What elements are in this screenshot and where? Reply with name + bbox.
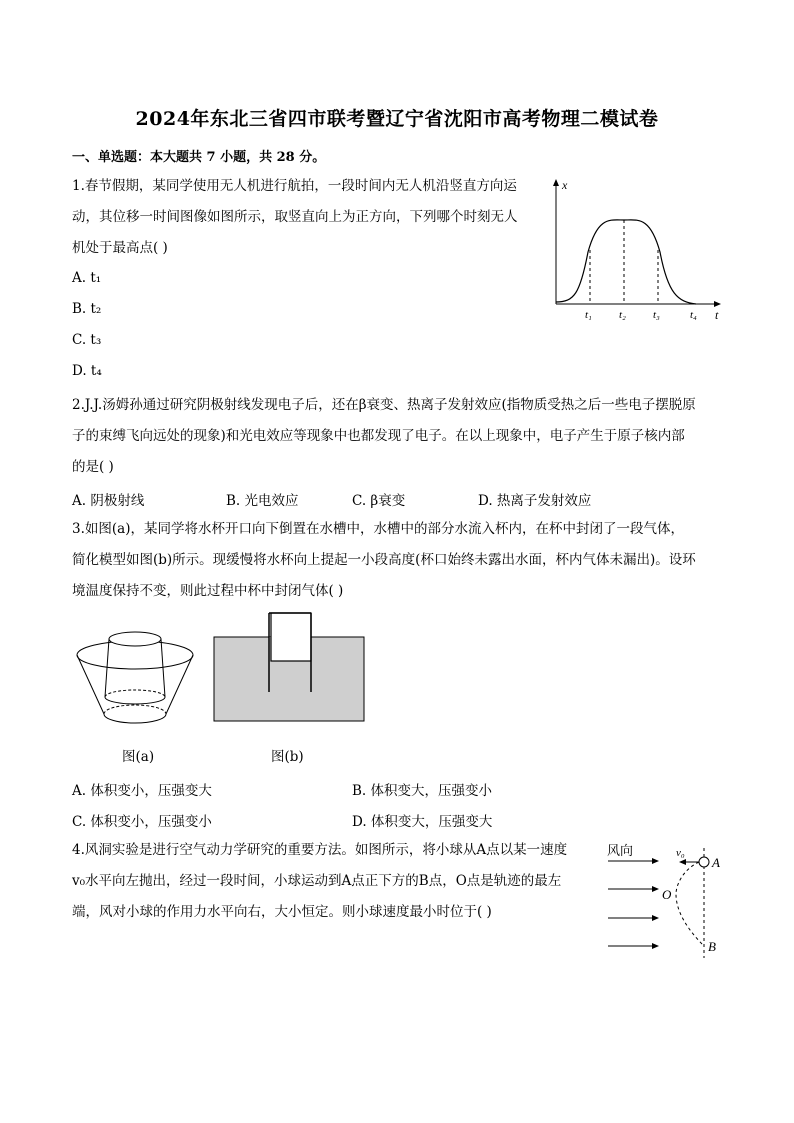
q1-option-d: D. t₄ bbox=[72, 363, 102, 379]
q2-option-b: B. 光电效应 bbox=[226, 493, 299, 509]
q3-figure-a-cup-in-basin bbox=[70, 625, 200, 733]
q2-option-c: C. β衰变 bbox=[352, 493, 406, 509]
caption-figure-b: 图(b) bbox=[271, 749, 304, 765]
q3-option-c: C. 体积变小，压强变小 bbox=[72, 814, 212, 830]
q3-option-d: D. 体积变大，压强变大 bbox=[352, 814, 493, 830]
q1-line-1: 1.春节假期，某同学使用无人机进行航拍，一段时间内无人机沿竖直方向运 bbox=[72, 178, 517, 194]
q3-option-a: A. 体积变小，压强变大 bbox=[72, 783, 212, 799]
q3-line-2: 简化模型如图(b)所示。现缓慢将水杯向上提起一小段高度(杯口始终未露出水面，杯内气体未漏出)。设环 bbox=[72, 552, 696, 568]
basin-bottom-front bbox=[104, 714, 166, 723]
ball bbox=[699, 857, 709, 867]
q3-figure-b-simplified-model bbox=[213, 610, 368, 725]
cup-right-side bbox=[161, 639, 165, 697]
q3-option-b: B. 体积变大，压强变小 bbox=[352, 783, 493, 799]
tick-t4: t₄ bbox=[690, 309, 697, 321]
page-title: 2024年东北三省四市联考暨辽宁省沈阳市高考物理二模试卷 bbox=[135, 108, 659, 130]
q2-option-d: D. 热离子发射效应 bbox=[478, 493, 592, 509]
tick-t3: t₃ bbox=[653, 309, 660, 321]
v0-label: v₀ bbox=[676, 847, 685, 859]
caption-figure-a: 图(a) bbox=[122, 749, 155, 765]
q2-line-1: 2.J.J.汤姆孙通过研究阴极射线发现电子后，还在β衰变、热离子发射效应(指物质受热之后一些电子摆脱原 bbox=[72, 397, 696, 413]
wind-direction-label: 风向 bbox=[607, 843, 634, 858]
q3-line-1: 3.如图(a)，某同学将水杯开口向下倒置在水槽中，水槽中的部分水流入杯内，在杯中封闭了一段气体， bbox=[72, 521, 684, 537]
point-o-label: O bbox=[662, 887, 672, 902]
x-t-curve bbox=[556, 220, 696, 304]
cup-top bbox=[109, 632, 161, 646]
section-heading: 一、单选题：本大题共 7 小题，共 28 分。 bbox=[72, 150, 326, 165]
ball-trajectory bbox=[676, 862, 704, 946]
q1-option-b: B. t₂ bbox=[72, 301, 102, 317]
q2-option-a: A. 阴极射线 bbox=[72, 493, 145, 509]
q2-line-3: 的是( ) bbox=[72, 459, 114, 475]
q1-displacement-time-graph bbox=[540, 172, 730, 324]
q1-option-c: C. t₃ bbox=[72, 332, 102, 348]
q4-line-1: 4.风洞实验是进行空气动力学研究的重要方法。如图所示，将小球从A点以某一速度 bbox=[72, 842, 568, 858]
q1-line-2: 动，其位移一时间图像如图所示，取竖直向上为正方向，下列哪个时刻无人 bbox=[72, 209, 518, 225]
cup-rim-back bbox=[105, 690, 165, 697]
point-a-label: A bbox=[712, 855, 720, 870]
q4-wind-tunnel-diagram bbox=[600, 838, 735, 960]
x-axis-label: t bbox=[715, 308, 719, 322]
q1-option-a: A. t₁ bbox=[72, 270, 102, 286]
trapped-gas bbox=[271, 613, 311, 661]
q4-line-2: v₀水平向左抛出，经过一段时间，小球运动到A点正下方的B点，O点是轨迹的最左 bbox=[72, 873, 562, 889]
cup-left-side bbox=[105, 639, 109, 697]
q1-line-3: 机处于最高点( ) bbox=[72, 240, 168, 256]
y-axis-label: x bbox=[562, 178, 568, 192]
q4-line-3: 端，风对小球的作用力水平向右，大小恒定。则小球速度最小时位于( ) bbox=[72, 904, 492, 920]
tick-t2: t₂ bbox=[619, 309, 626, 321]
basin-bottom-back bbox=[104, 705, 166, 714]
point-b-label: B bbox=[708, 939, 716, 954]
q2-line-2: 子的束缚飞向远处的现象)和光电效应等现象中也都发现了电子。在以上现象中，电子产生于原子核内部 bbox=[72, 428, 685, 444]
cup-rim-front bbox=[105, 697, 165, 704]
q3-line-3: 境温度保持不变，则此过程中杯中封闭气体( ) bbox=[72, 583, 344, 599]
tick-t1: t₁ bbox=[585, 309, 592, 321]
